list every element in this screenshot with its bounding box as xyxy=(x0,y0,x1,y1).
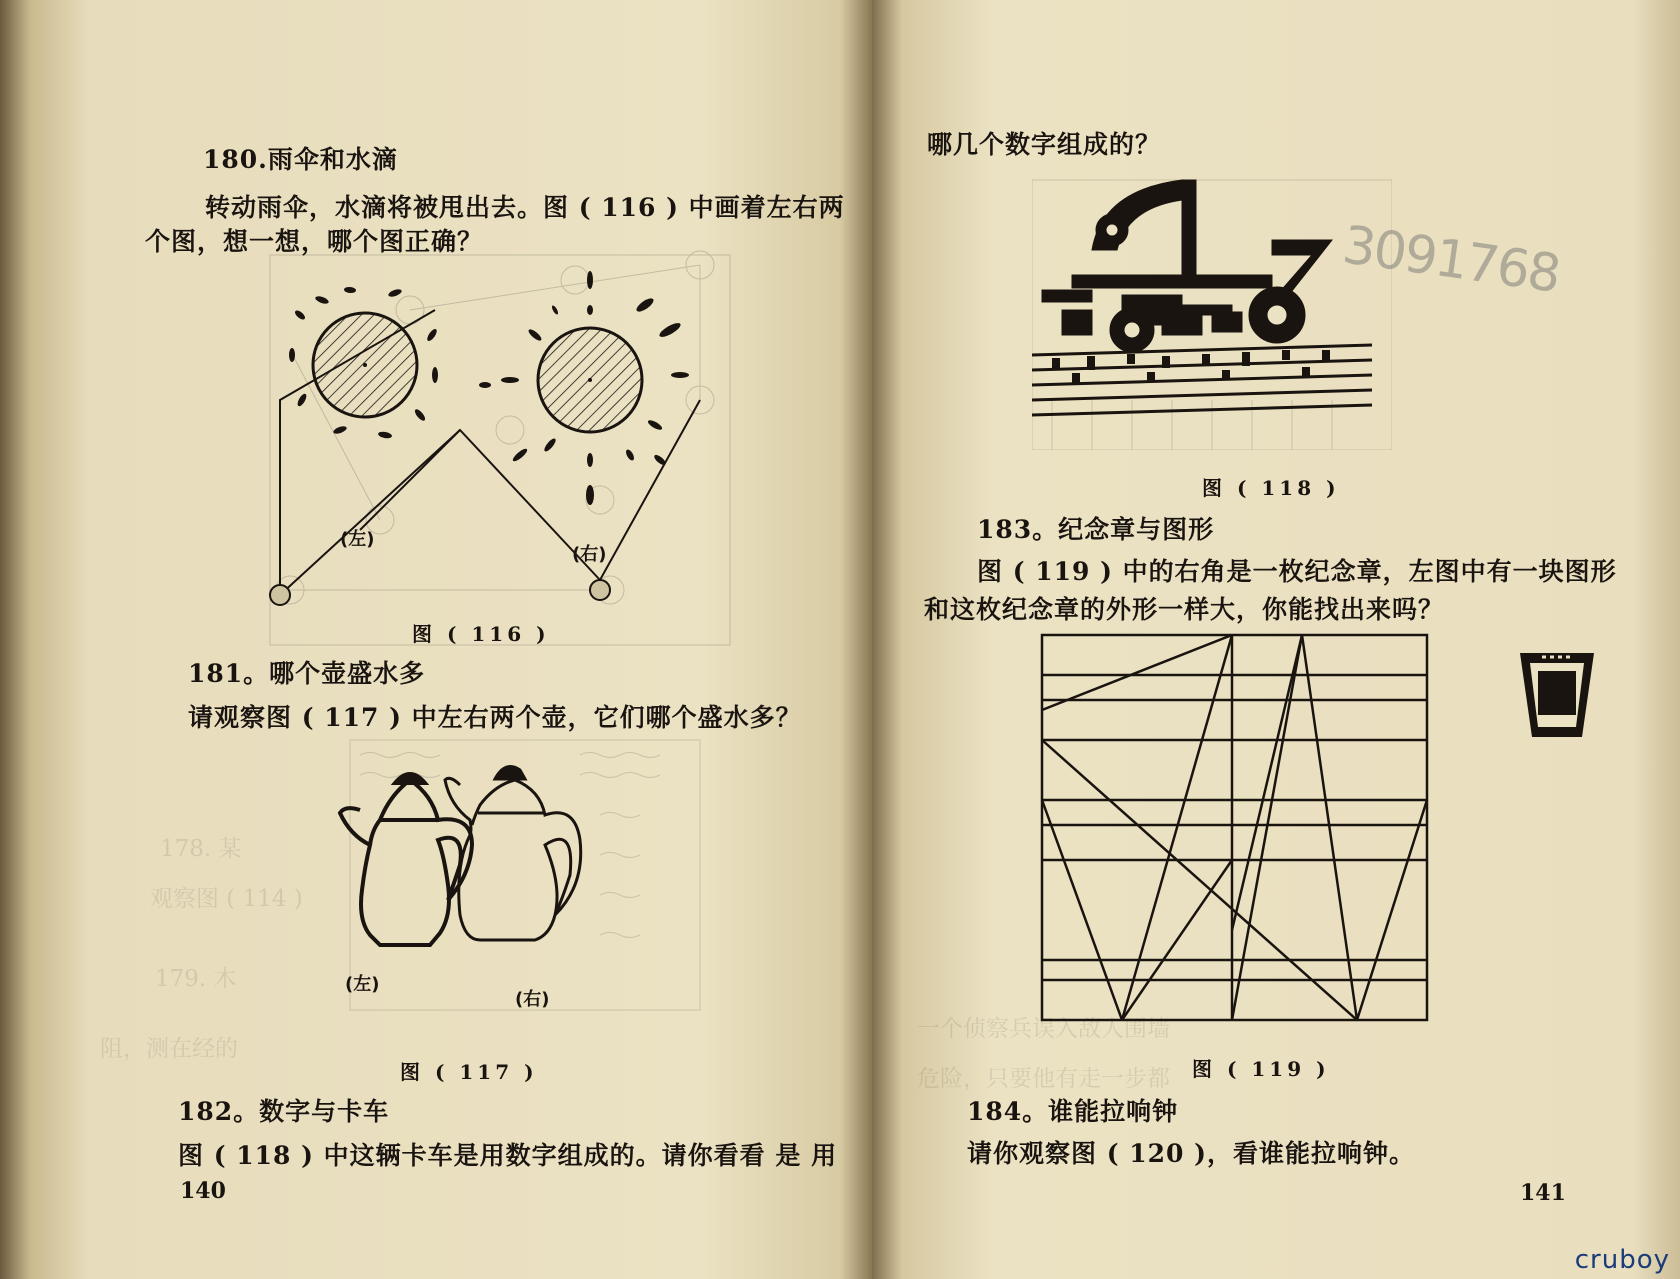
fig116-label-left: (左) xyxy=(340,529,375,550)
q181-heading: 181。哪个壶盛水多 xyxy=(188,659,426,688)
fig119-caption: 图 ( 119 ) xyxy=(1192,1057,1330,1081)
figure-119-grid xyxy=(1037,630,1432,1025)
fig117-label-left: (左) xyxy=(345,974,380,995)
q180-text-line2: 个图，想一想，哪个图正确？ xyxy=(145,227,484,256)
fig118-caption: 图 ( 118 ) xyxy=(1202,476,1340,500)
badge-icon xyxy=(1512,645,1602,745)
q183-text-line1: 图 ( 119 ) 中的右角是一枚纪念章，左图中有一块图形 xyxy=(977,557,1617,586)
bleed-through: 阻，测在经的 xyxy=(100,1036,238,1062)
fig117-caption: 图 ( 117 ) xyxy=(400,1060,538,1084)
q180-text-line1: 转动雨伞，水滴将被甩出去。图 ( 116 ) 中画着左右两 xyxy=(205,193,845,222)
q184-heading: 184。谁能拉响钟 xyxy=(967,1097,1179,1126)
figure-117-teapots xyxy=(300,735,720,1035)
watermark-text: cruboy xyxy=(1574,1245,1670,1275)
handwritten-note: 3091768 xyxy=(1338,215,1563,305)
figure-118-truck xyxy=(1032,160,1392,450)
figure-116-umbrellas xyxy=(260,250,740,650)
bleed-through: 179. 木 xyxy=(155,966,237,992)
q180-heading: 180.雨伞和水滴 xyxy=(203,145,398,174)
fig116-caption: 图 ( 116 ) xyxy=(412,622,550,646)
q182-text-line1: 图 ( 118 ) 中这辆卡车是用数字组成的。请你看看 是 用 xyxy=(178,1141,838,1170)
page-number-left: 140 xyxy=(180,1178,226,1204)
q183-text-line2: 和这枚纪念章的外形一样大，你能找出来吗？ xyxy=(924,595,1445,624)
page-number-right: 141 xyxy=(1520,1180,1566,1206)
bleed-through: 危险，只要他有走一步都 xyxy=(917,1066,1170,1092)
bleed-through: 178. 某 xyxy=(160,836,242,862)
q182-heading: 182。数字与卡车 xyxy=(178,1097,390,1126)
fig117-label-right: (右) xyxy=(515,989,550,1010)
q183-heading: 183。纪念章与图形 xyxy=(977,515,1215,544)
q184-text-line1: 请你观察图 ( 120 )，看谁能拉响钟。 xyxy=(967,1139,1415,1168)
q181-text-line1: 请观察图 ( 117 ) 中左右两个壶，它们哪个盛水多？ xyxy=(188,703,802,732)
fig116-label-right: (右) xyxy=(572,544,607,565)
right-page xyxy=(872,0,1680,1279)
bleed-through: 观察图 ( 114 ) xyxy=(150,886,303,912)
bleed-through: 一个侦察兵误入敌人围墙 xyxy=(917,1016,1170,1042)
q182-continuation: 哪几个数字组成的？ xyxy=(927,130,1162,159)
